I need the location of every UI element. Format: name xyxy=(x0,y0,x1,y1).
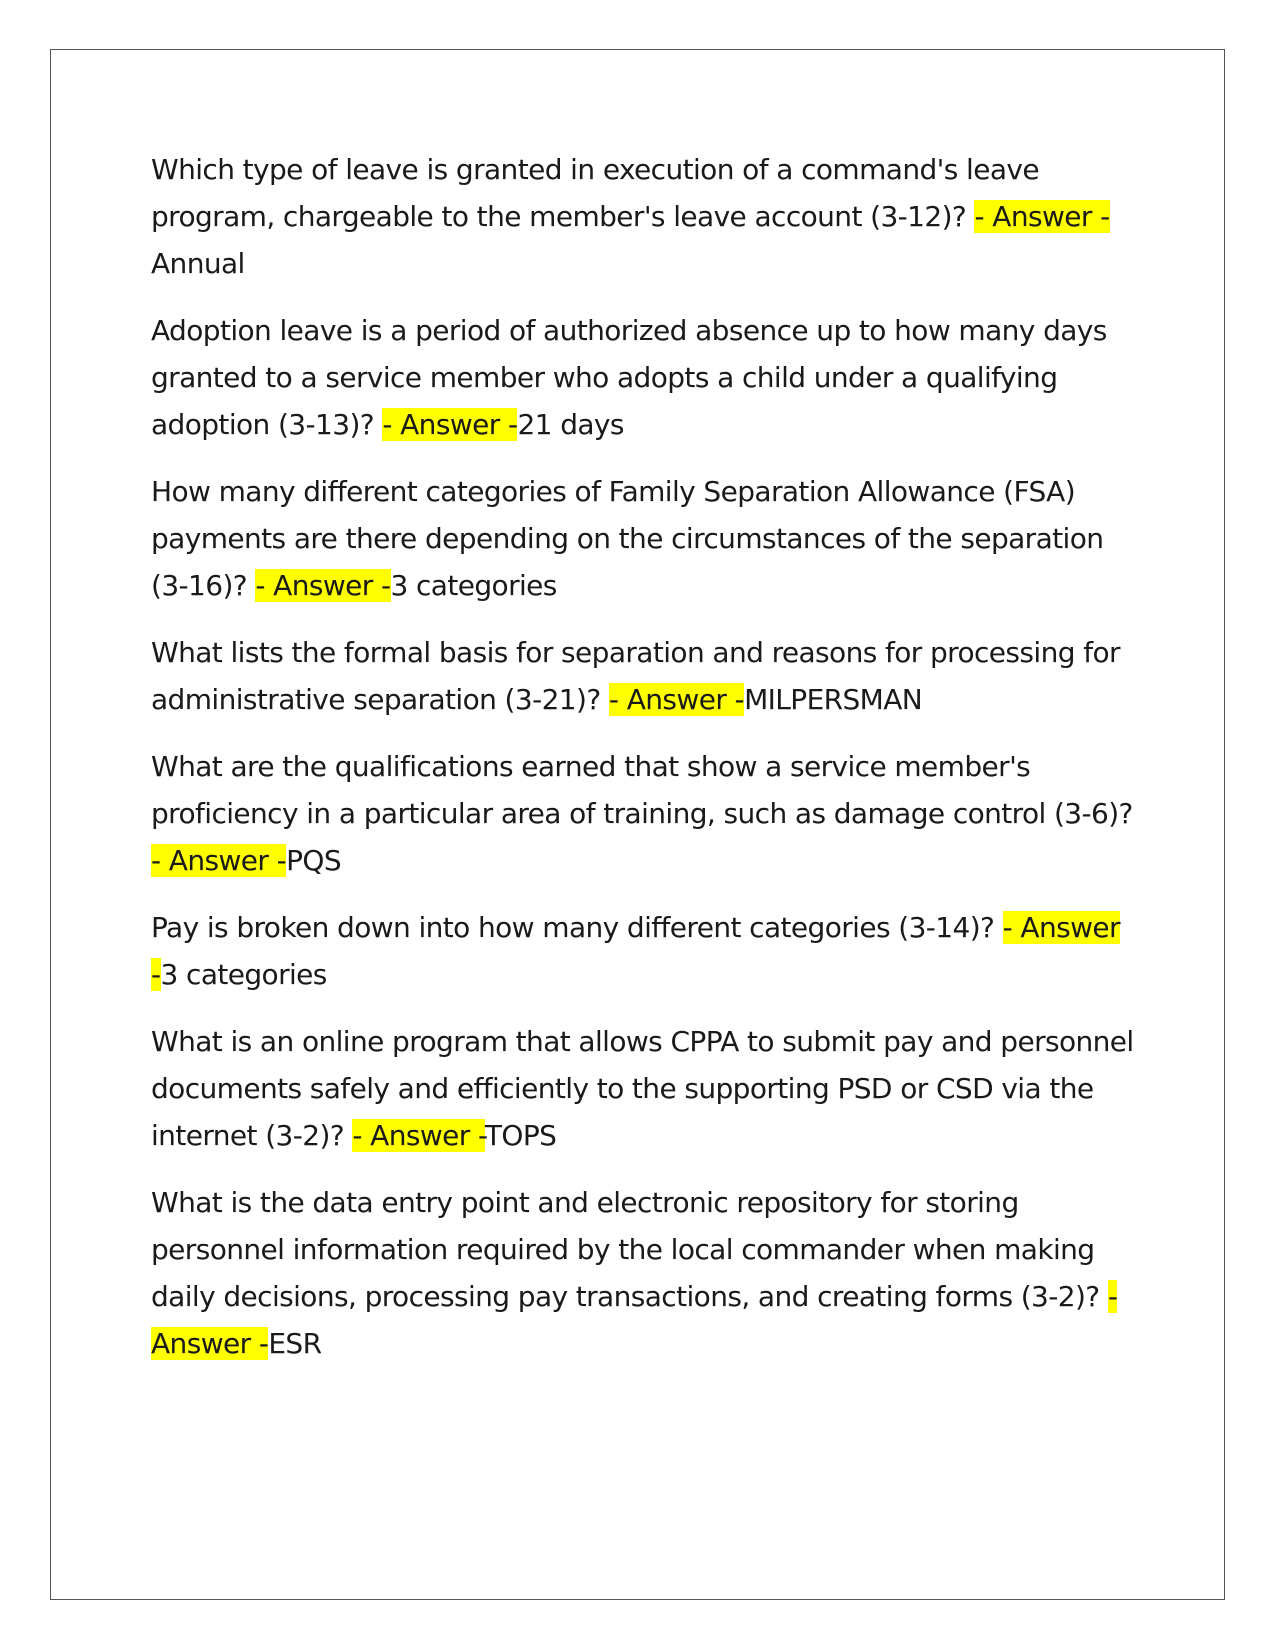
question-text: Adoption leave is a period of authorized absence up to how many days granted to a service member who adopts a child under a qualifying adoption (3-13)? xyxy=(151,314,1107,441)
answer-text: 3 categories xyxy=(390,569,557,602)
answer-text: MILPERSMAN xyxy=(744,683,923,716)
question-text: What are the qualifications earned that show a service member's proficiency in a particular area of training, such as damage control (3-6)? xyxy=(151,750,1133,830)
qa-item xyxy=(151,146,1136,287)
answer-marker: - Answer - xyxy=(151,844,287,877)
answer-text: ESR xyxy=(268,1327,322,1360)
question-text: What lists the formal basis for separation and reasons for processing for administrative separation (3-21)? xyxy=(151,636,1120,716)
qa-item xyxy=(151,307,1136,448)
answer-marker: - Answer - xyxy=(352,1119,485,1152)
qa-item xyxy=(151,1018,1136,1159)
document-body xyxy=(151,146,1136,1387)
question-text: What is an online program that allows CPPA to submit pay and personnel documents safely and efficiently to the supporting PSD or CSD via the internet (3-2)? xyxy=(151,1025,1134,1152)
answer-marker: - Answer - xyxy=(151,911,1120,991)
answer-marker: - Answer - xyxy=(608,683,745,716)
qa-item xyxy=(151,743,1136,884)
qa-item xyxy=(151,629,1136,723)
answer-marker: - Answer - xyxy=(255,569,391,602)
question-text: How many different categories of Family Separation Allowance (FSA) payments are there depending on the circumstances of the separation (3-16)? xyxy=(151,475,1104,602)
answer-text: PQS xyxy=(286,844,342,877)
question-text: What is the data entry point and electronic repository for storing personnel information required by the local commander when making daily decisions, processing pay transactions, and creating forms (3-2)? xyxy=(151,1186,1108,1313)
answer-text: 21 days xyxy=(517,408,624,441)
question-text: Which type of leave is granted in execution of a command's leave program, chargeable to the member's leave account (3-12)? xyxy=(151,153,1040,233)
answer-marker: - Answer - xyxy=(974,200,1110,233)
qa-item xyxy=(151,468,1136,609)
qa-item xyxy=(151,904,1136,998)
answer-text: TOPS xyxy=(484,1119,557,1152)
answer-text: 3 categories xyxy=(160,958,327,991)
answer-marker: - Answer - xyxy=(382,408,518,441)
qa-item xyxy=(151,1179,1136,1367)
answer-marker: - Answer - xyxy=(151,1280,1118,1360)
question-text: Pay is broken down into how many different categories (3-14)? xyxy=(151,911,1003,944)
answer-text: Annual xyxy=(151,247,245,280)
